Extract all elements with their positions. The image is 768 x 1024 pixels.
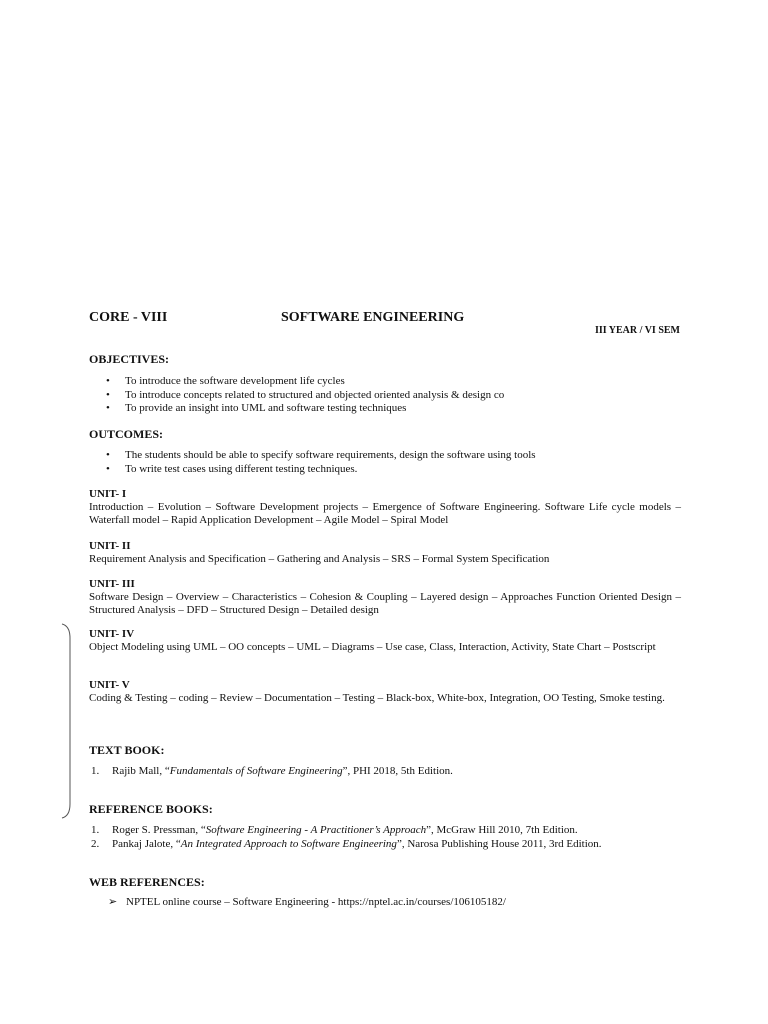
item-number: 1. (91, 765, 100, 777)
list-item: • To write test cases using different testing techniques. (106, 462, 358, 475)
unit-1 (89, 488, 681, 527)
reference-books-list (91, 824, 691, 851)
year-semester: III YEAR / VI SEM (594, 325, 680, 336)
unit-3 (89, 578, 681, 617)
unit-4 (89, 628, 681, 654)
web-reference-text: NPTEL online course – Software Engineering - https://nptel.ac.in/courses/106105182/ (126, 896, 506, 908)
unit-body: Requirement Analysis and Specification – Gathering and Analysis – SRS – Formal System Specification (89, 553, 550, 565)
unit-body: Object Modeling using UML – OO concepts – UML – Diagrams – Use case, Class, Interaction, Activity, State Chart – Postscript (89, 641, 656, 653)
unit-body: Software Design – Overview – Characteristics – Cohesion & Coupling – Layered design – Approaches Function Oriented Design – Structured Analysis – DFD – Structured Design – Detailed design (89, 591, 681, 616)
book-title: An Integrated Approach to Software Engineering (180, 837, 397, 850)
list-item: 2. Pankaj Jalote, “An Integrated Approach to Software Engineering”, Narosa Publishing House 2011, 3rd Edition. (91, 837, 602, 850)
unit-title: UNIT- III (89, 578, 135, 590)
list-item: • To introduce concepts related to structured and objected oriented analysis & design co (106, 388, 505, 401)
unit-body: Introduction – Evolution – Software Development projects – Emergence of Software Engineering. Software Life cycle models – Waterfall model – Rapid Application Development – Agile Model – Spiral Model (89, 501, 681, 526)
unit-title: UNIT- V (89, 679, 130, 691)
unit-5 (89, 679, 681, 705)
bullet-icon: • (106, 462, 110, 475)
objectives-heading: OBJECTIVES: (89, 352, 170, 366)
unit-body: Coding & Testing – coding – Review – Documentation – Testing – Black-box, White-box, Integration, OO Testing, Smoke testing. (89, 692, 665, 704)
objectives-list (106, 375, 686, 416)
text-book-heading: TEXT BOOK: (89, 743, 165, 757)
bullet-icon: • (106, 388, 110, 401)
book-title: Software Engineering - A Practitioner’s Approach (205, 824, 427, 836)
outcomes-list (106, 449, 686, 476)
arrow-bullet-icon: ➢ (108, 896, 118, 908)
bullet-icon: • (106, 375, 110, 387)
bullet-icon: • (106, 402, 110, 414)
web-references-heading: WEB REFERENCES: (89, 875, 205, 889)
reference-books-heading: REFERENCE BOOKS: (89, 802, 213, 816)
outcomes-heading: OUTCOMES: (89, 427, 164, 441)
margin-bracket-mark (60, 622, 74, 820)
unit-title: UNIT- II (89, 540, 131, 552)
item-number: 2. (91, 837, 100, 850)
unit-title: UNIT- IV (89, 628, 135, 640)
list-item: 1. Roger S. Pressman, “Software Engineering - A Practitioner’s Approach”, McGraw Hill 2010, 7th Edition. (91, 824, 578, 836)
list-item: 1. Rajib Mall, “Fundamentals of Software Engineering”, PHI 2018, 5th Edition. (91, 765, 453, 777)
course-code: CORE - VIII (89, 310, 168, 325)
list-item: • To introduce the software development life cycles (106, 375, 345, 387)
item-number: 1. (91, 824, 100, 836)
unit-2 (89, 540, 681, 566)
book-title: Fundamentals of Software Engineering (169, 765, 343, 777)
list-item: • To provide an insight into UML and software testing techniques (106, 402, 407, 414)
text-book-list (91, 765, 691, 779)
course-title: SOFTWARE ENGINEERING (281, 310, 465, 325)
list-item: • The students should be able to specify software requirements, design the software using tools (106, 449, 536, 461)
bullet-icon: • (106, 449, 110, 461)
unit-title: UNIT- I (89, 488, 127, 500)
web-reference-item (108, 895, 506, 908)
